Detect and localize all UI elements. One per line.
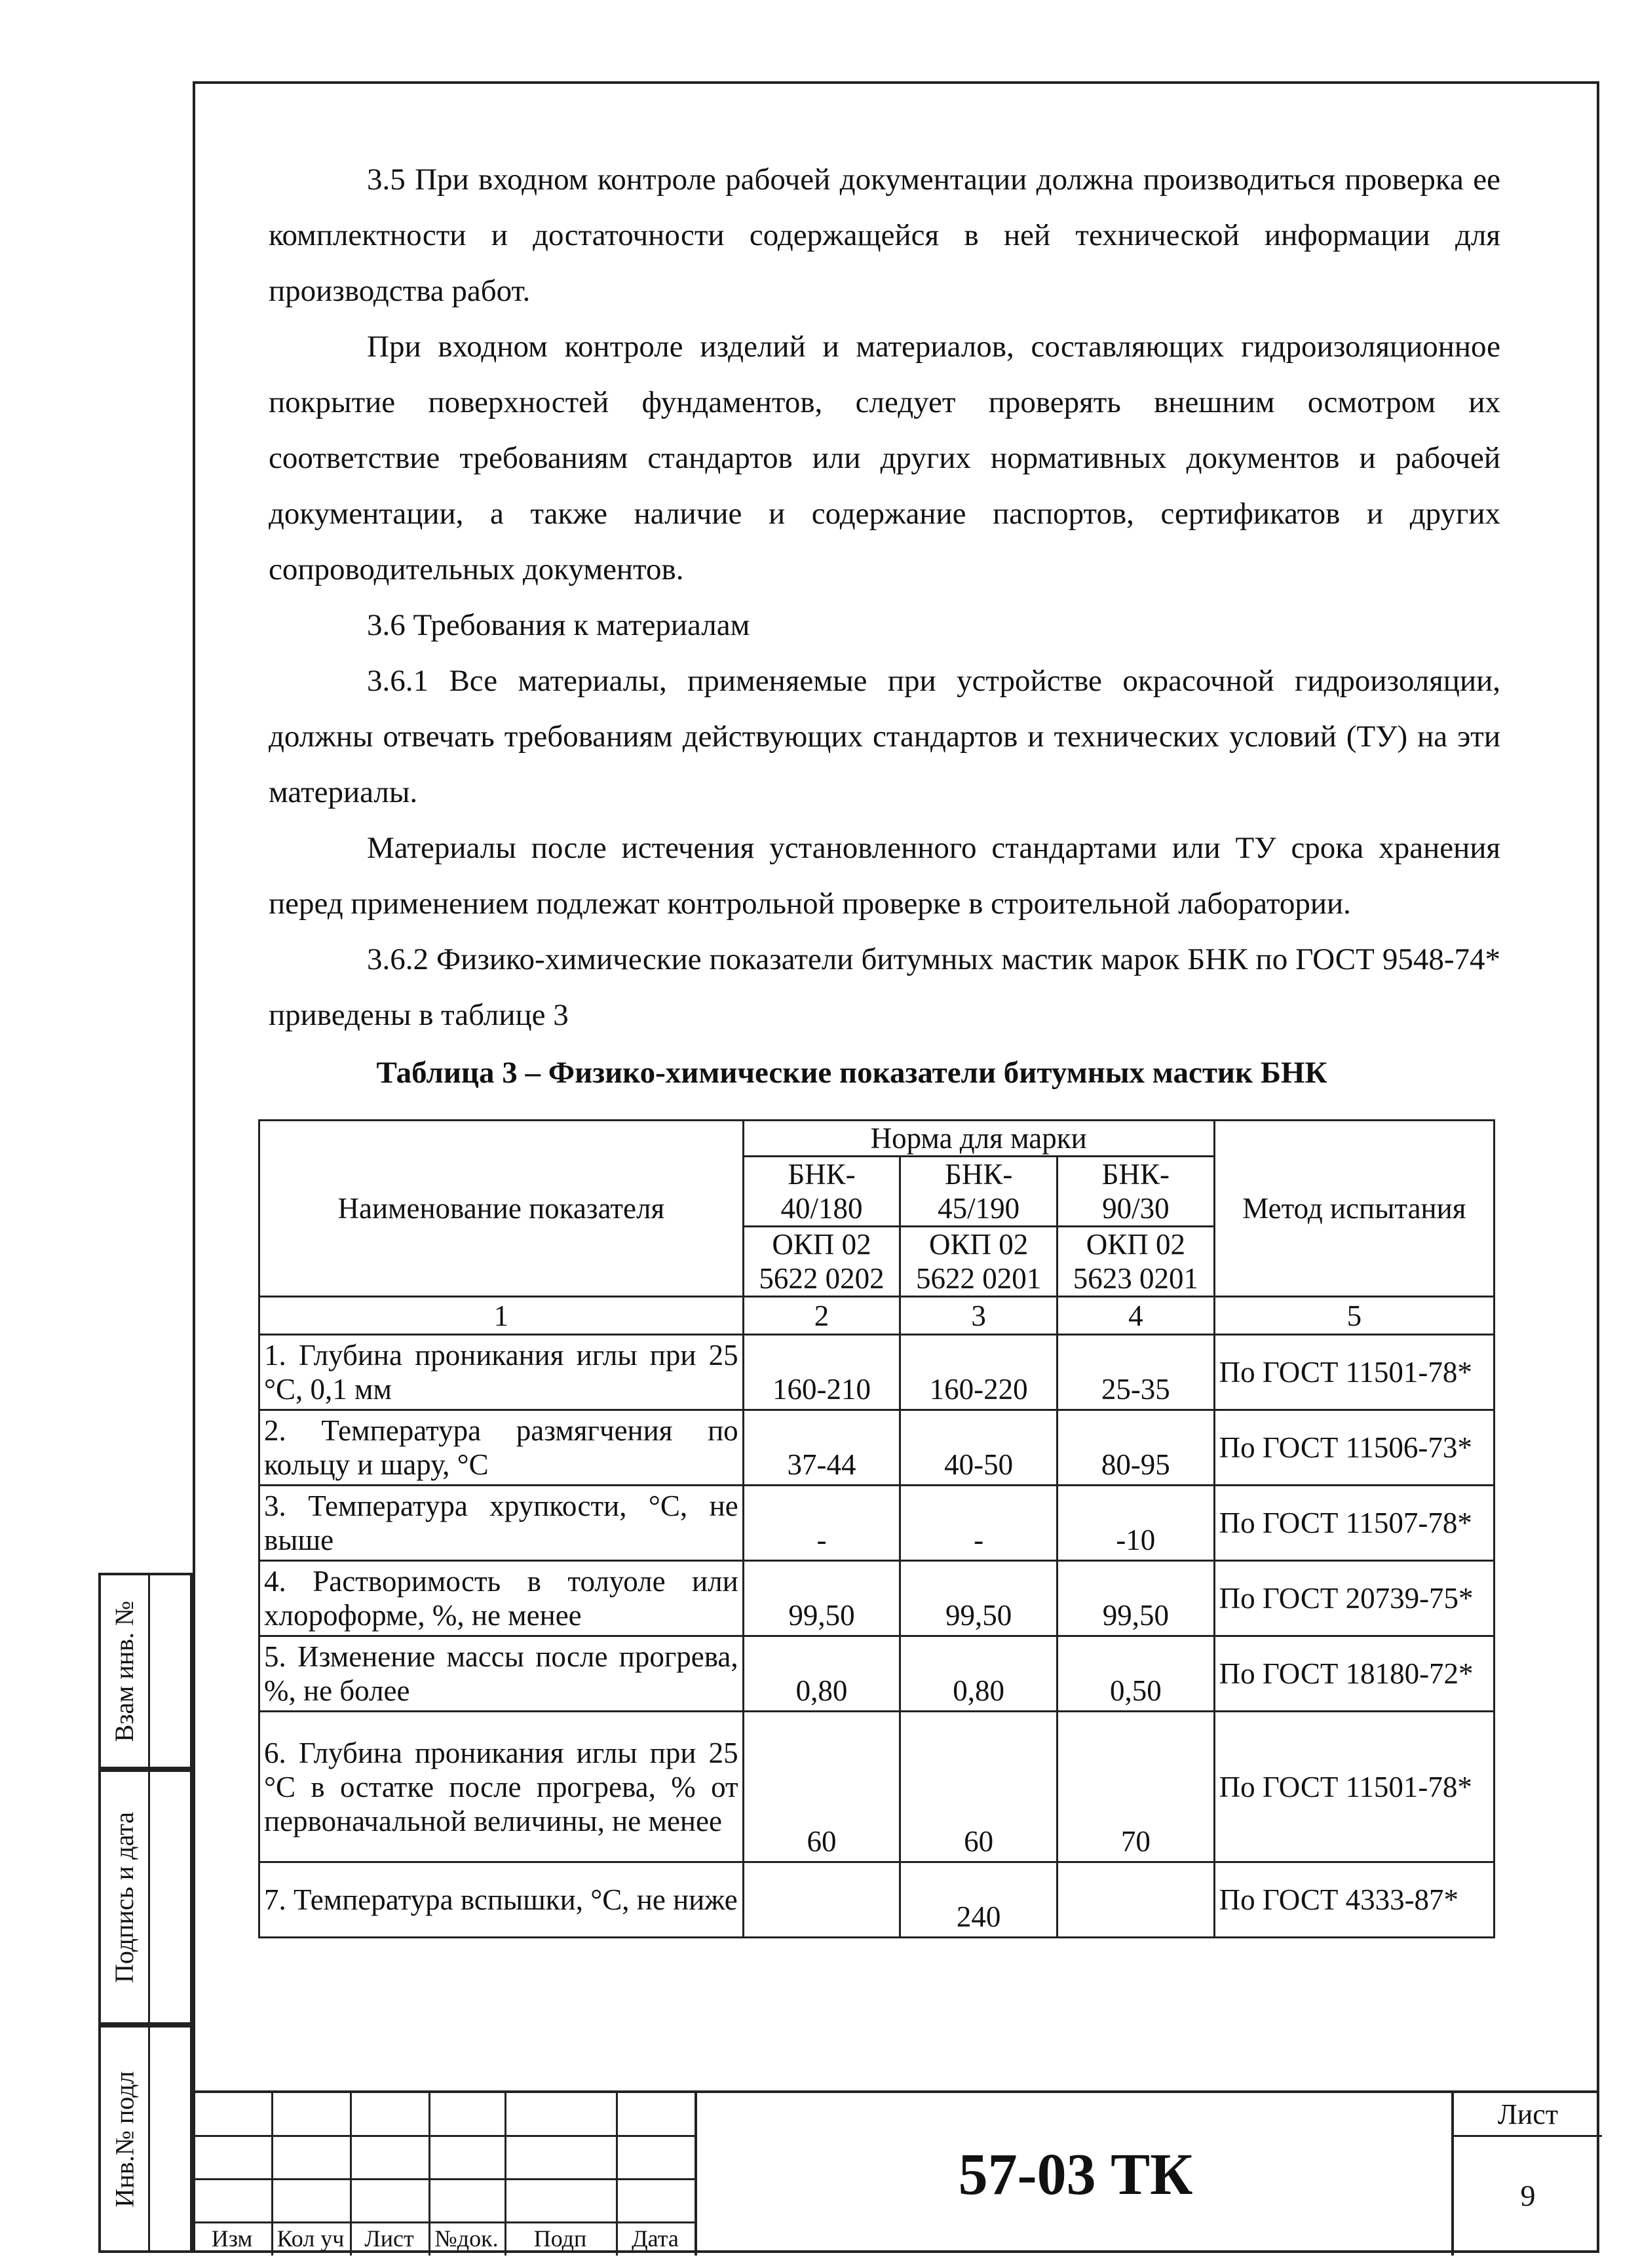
row-name: 4. Растворимость в толуоле или хлороформе, %, не менее <box>259 1561 744 1636</box>
document-code: 57-03 ТК <box>695 2093 1454 2256</box>
row-value <box>743 1862 900 1938</box>
okp-3: ОКП 02 5623 0201 <box>1057 1227 1215 1297</box>
body-text <box>269 152 1500 1043</box>
table-row <box>259 1862 1495 1938</box>
paragraph-3-5: 3.5 При входном контроле рабочей документации должна производиться проверка ее комплектности и достаточности содержащейся в ней технической информации для производства работ. <box>269 163 1500 308</box>
row-value: 99,50 <box>743 1561 900 1636</box>
row-value: 99,50 <box>900 1561 1057 1636</box>
row-value: 70 <box>1057 1712 1215 1862</box>
col-number: 3 <box>900 1297 1057 1335</box>
row-value: 0,80 <box>900 1636 1057 1712</box>
table-row <box>259 1561 1495 1636</box>
grid-line <box>193 2135 695 2137</box>
row-value: 0,50 <box>1057 1636 1215 1712</box>
row-value: -10 <box>1057 1486 1215 1561</box>
title-block <box>193 2090 1599 2256</box>
stamp-original-inv-label: Инв.№ подл <box>109 2071 140 2207</box>
header-method: Метод испытания <box>1214 1121 1494 1297</box>
row-value: 25-35 <box>1057 1335 1215 1410</box>
row-value: 40-50 <box>900 1410 1057 1486</box>
row-value: 37-44 <box>743 1410 900 1486</box>
header-name: Наименование показателя <box>259 1121 744 1297</box>
paragraph-expired-materials: Материалы после истечения установленного стандартами или ТУ срока хранения перед применением подлежат контрольной проверке в строительной лаборатории. <box>269 831 1500 921</box>
row-name: 5. Изменение массы после прогрева, %, не более <box>259 1636 744 1712</box>
row-value: 160-220 <box>900 1335 1057 1410</box>
stamp-label <box>101 1772 150 2022</box>
paragraph-3-6-2: 3.6.2 Физико-химические показатели битумных мастик марок БНК по ГОСТ 9548-74* приведены в таблице 3 <box>269 942 1500 1032</box>
stamp-replaced-inv <box>98 1573 193 1769</box>
table-row <box>259 1486 1495 1561</box>
row-value: 0,80 <box>743 1636 900 1712</box>
stamp-signature-date-label: Подпись и дата <box>109 1811 140 1983</box>
row-value: 60 <box>743 1712 900 1862</box>
header-signature: Подп <box>533 2225 587 2252</box>
stamp-label <box>101 2028 150 2250</box>
row-method: По ГОСТ 20739-75* <box>1214 1561 1494 1636</box>
heading-3-6: 3.6 Требования к материалам <box>367 608 750 642</box>
mastic-properties-table <box>258 1119 1495 1938</box>
row-method: По ГОСТ 11501-78* <box>1214 1335 1494 1410</box>
header-count: Кол уч <box>276 2225 345 2252</box>
table-row <box>259 1335 1495 1410</box>
row-value: 240 <box>900 1862 1057 1938</box>
row-name: 1. Глубина проникания иглы при 25 °С, 0,1 мм <box>259 1335 744 1410</box>
row-value: 160-210 <box>743 1335 900 1410</box>
table-row <box>259 1410 1495 1486</box>
row-name: 7. Температура вспышки, °С, не ниже <box>259 1862 744 1938</box>
col-number: 1 <box>259 1297 744 1335</box>
grade-2: БНК- 45/190 <box>900 1157 1057 1227</box>
paragraph-input-control: При входном контроле изделий и материалов, составляющих гидроизоляционное покрытие поверхностей фундаментов, следует проверять внешним осмотром их соответствие требованиям стандартов или других нормативных документов и рабочей документации, а также наличие и содержание паспортов, сертификатов и других сопроводительных документов. <box>269 330 1500 586</box>
okp-2: ОКП 02 5622 0201 <box>900 1227 1057 1297</box>
row-value: 99,50 <box>1057 1561 1215 1636</box>
paragraph-3-6-1: 3.6.1 Все материалы, применяемые при устройстве окрасочной гидроизоляции, должны отвечать требованиям действующих стандартов и технических условий (ТУ) на эти материалы. <box>269 664 1500 809</box>
row-method: По ГОСТ 4333-87* <box>1214 1862 1494 1938</box>
row-method: По ГОСТ 11501-78* <box>1214 1712 1494 1862</box>
okp-1: ОКП 02 5622 0202 <box>743 1227 900 1297</box>
col-number: 4 <box>1057 1297 1215 1335</box>
row-method: По ГОСТ 11506-73* <box>1214 1410 1494 1486</box>
sheet-number: 9 <box>1520 2178 1536 2212</box>
revision-grid <box>193 2093 695 2256</box>
stamp-original-inv <box>98 2025 193 2253</box>
table-row <box>259 1712 1495 1862</box>
header-change: Изм <box>211 2225 253 2252</box>
row-value <box>1057 1862 1215 1938</box>
header-sheet: Лист <box>364 2225 414 2252</box>
header-norm: Норма для марки <box>743 1121 1214 1157</box>
table-title: Таблица 3 – Физико-химические показатели битумных мастик БНК <box>376 1056 1327 1090</box>
table-row <box>259 1636 1495 1712</box>
row-value: 80-95 <box>1057 1410 1215 1486</box>
grade-1: БНК- 40/180 <box>743 1157 900 1227</box>
row-value: - <box>900 1486 1057 1561</box>
col-number: 5 <box>1214 1297 1494 1335</box>
row-name: 2. Температура размягчения по кольцу и шару, °С <box>259 1410 744 1486</box>
sheet-box <box>1451 2093 1602 2256</box>
col-number: 2 <box>743 1297 900 1335</box>
stamp-replaced-inv-label: Взам инв. № <box>109 1600 140 1742</box>
row-name: 3. Температура хрупкости, °С, не выше <box>259 1486 744 1561</box>
row-value: - <box>743 1486 900 1561</box>
stamp-signature-date <box>98 1769 193 2025</box>
row-name: 6. Глубина проникания иглы при 25 °С в остатке после прогрева, % от первоначальной величины, не менее <box>259 1712 744 1862</box>
stamp-label <box>101 1575 150 1767</box>
sheet-label: Лист <box>1454 2093 1602 2137</box>
header-date: Дата <box>632 2225 679 2252</box>
header-doc-number: №док. <box>434 2225 499 2252</box>
row-method: По ГОСТ 18180-72* <box>1214 1636 1494 1712</box>
grid-line <box>193 2178 695 2180</box>
grade-3: БНК- 90/30 <box>1057 1157 1215 1227</box>
row-value: 60 <box>900 1712 1057 1862</box>
row-method: По ГОСТ 11507-78* <box>1214 1486 1494 1561</box>
